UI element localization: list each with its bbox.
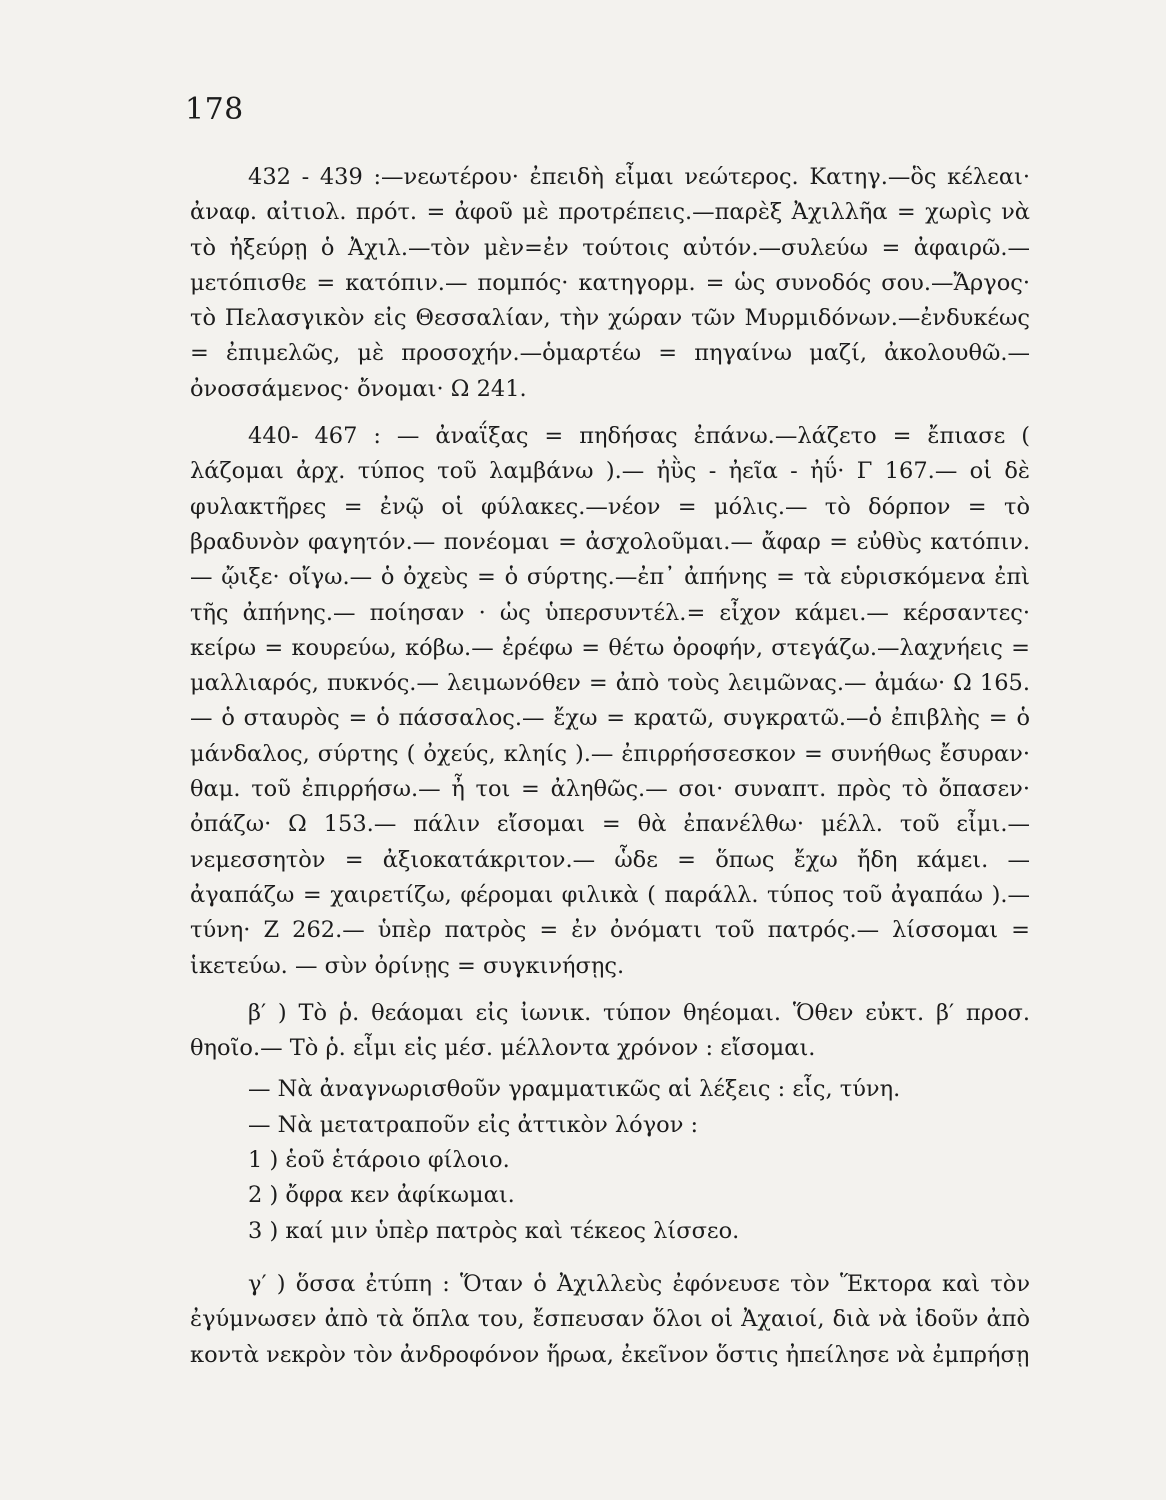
paragraph-verses-432-439: 432 - 439 :—νεωτέρου· ἐπειδὴ εἶμαι νεώτερος. Κατηγ.—ὃς κέλεαι· ἀναφ. αἰτιολ. πρότ. = ἀφοῦ μὲ προτρέπεις.—παρὲξ Ἀχιλλῆα = χωρὶς νὰ τὸ ἠξεύρῃ ὁ Ἀχιλ.—τὸν μὲν=ἐν τούτοις αὐτόν.—συλεύω = ἀφαιρῶ.— μετόπισθε = κατόπιν.— πομπός· κατηγορμ. = ὡς συνοδός σου.—Ἄργος· τὸ Πελασγικὸν εἰς Θεσσαλίαν, τὴν χώραν τῶν Μυρμιδόνων.—ἐνδυκέως = ἐπιμελῶς, μὲ προσοχήν.—ὁμαρτέω = πηγαίνω μαζί, ἀκολουθῶ.— ὀνοσσάμενος· ὄνομαι· Ω 241. <box>190 164 1030 402</box>
exercise-item: 2 ) ὄφρα κεν ἀφίκωμαι. <box>248 1182 515 1209</box>
instruction-line: — Νὰ μετατραποῦν εἰς ἀττικὸν λόγον : <box>248 1111 699 1138</box>
paragraph-grammar-note: β′ ) Τὸ ῥ. θεάομαι εἰς ἰωνικ. τύπον θηέομαι. Ὅθεν εὐκτ. β′ προσ. θηοῖο.— Τὸ ῥ. εἶμι εἰς μέσ. μέλλοντα χρόνον : εἴσομαι. <box>190 999 1030 1062</box>
paragraph-verses-440-467: 440- 467 : — ἀναΐξας = πηδήσας ἐπάνω.—λάζετο = ἔπιασε ( λάζομαι ἀρχ. τύπος τοῦ λαμβάνω ).— ἠῢς - ἠεῖα - ἠΰ· Γ 167.— οἱ δὲ φυλακτῆρες = ἐνῷ οἱ φύλακες.—νέον = μόλις.— τὸ δόρπον = τὸ βραδυνὸν φαγητόν.— πονέομαι = ἀσχολοῦμαι.— ἄφαρ = εὐθὺς κατόπιν.— ᾤιξε· οἴγω.— ὁ ὀχεὺς = ὁ σύρτης.—ἐπ᾽ ἀπήνης = τὰ εὑρισκόμενα ἐπὶ τῆς ἀπήνης.— ποίησαν · ὡς ὑπερσυντέλ.= εἶχον κάμει.— κέρσαντες· κείρω = κουρεύω, κόβω.— ἐρέφω = θέτω ὀροφήν, στεγάζω.—λαχνήεις = μαλλιαρός, πυκνός.— λειμωνόθεν = ἀπὸ τοὺς λειμῶνας.— ἀμάω· Ω 165. — ὁ σταυρὸς = ὁ πάσσαλος.— ἔχω = κρατῶ, συγκρατῶ.—ὁ ἐπιβλὴς = ὁ μάνδαλος, σύρτης ( ὀχεύς, κληίς ).— ἐπιρρήσσεσκον = συνήθως ἔσυραν· θαμ. τοῦ ἐπιρρήσω.— ἦ τοι = ἀληθῶς.— σοι· συναπτ. πρὸς τὸ ὄπασεν· ὀπάζω· Ω 153.— πάλιν εἴσομαι = θὰ ἐπανέλθω· μέλλ. τοῦ εἶμι.— νεμεσσητὸν = ἀξιοκατάκριτον.— ὧδε = ὅπως ἔχω ἤδη κάμει. — ἀγαπάζω = χαιρετίζω, φέρομαι φιλικὰ ( παράλλ. τύπος τοῦ ἀγαπάω ).— τύνη· Ζ 262.— ὑπὲρ πατρὸς = ἐν ὀνόματι τοῦ πατρός.— λίσσομαι = ἱκετεύω. — σὺν ὀρίνῃς = συγκινήσῃς. <box>190 423 1030 979</box>
spacer <box>190 1249 1030 1267</box>
exercise-item: 3 ) καί μιν ὑπὲρ πατρὸς καὶ τέκεος λίσσεο. <box>248 1217 740 1244</box>
instruction-line: — Νὰ ἀναγνωρισθοῦν γραμματικῶς αἱ λέξεις : εἷς, τύνη. <box>248 1076 901 1103</box>
page-number: 178 <box>185 92 244 127</box>
page-body <box>190 160 1030 1385</box>
paragraph-final: γ′ ) ὅσσα ἐτύπη : Ὅταν ὁ Ἀχιλλεὺς ἐφόνευσε τὸν Ἕκτορα καὶ τὸν ἐγύμνωσεν ἀπὸ τὰ ὅπλα του, ἔσπευσαν ὅλοι οἱ Ἀχαιοί, διὰ νὰ ἰδοῦν ἀπὸ κοντὰ νεκρὸν τὸν ἀνδροφόνον ἥρωα, ἐκεῖνον ὅστις ἠπείλησε νὰ ἐμπρήσῃ <box>190 1270 1030 1368</box>
exercise-item: 1 ) ἑοῦ ἑτάροιο φίλοιο. <box>248 1147 510 1174</box>
